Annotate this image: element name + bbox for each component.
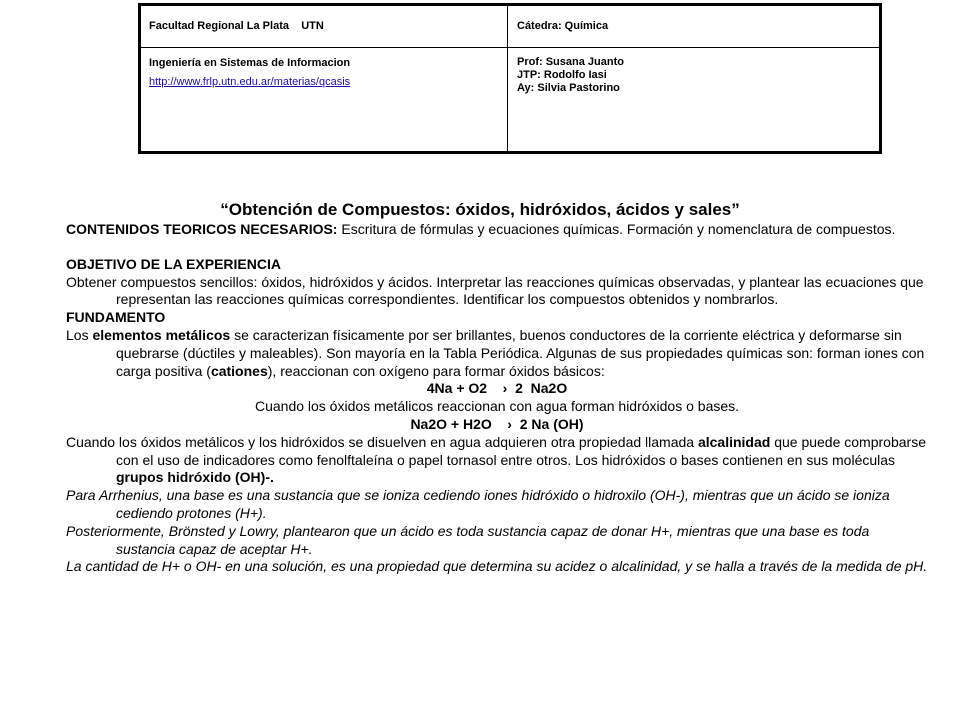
text-run: se caracterizan físicamente por ser brillantes, buenos conductores de la corriente eléctrica y deformarse sin quebrarse (dúctiles y maleables). Son mayoría en la Tabla Periódica. Algunas de sus propiedades químicas son: forman iones con carga positiva ( [116,326,925,379]
equation-1: 4Na + O2 › 2 Na2O [426,380,568,397]
text-run-bold: grupos hidróxido (OH)-. [116,469,274,486]
fundamento-paragraph-2: Cuando los óxidos metálicos reaccionan con agua forman hidróxidos o bases. [254,398,740,415]
document-title: “Obtención de Compuestos: óxidos, hidróxidos, ácidos y sales” [220,200,740,219]
fundamento-paragraph-4: Para Arrhenius, una base es una sustancia que se ioniza cediendo iones hidróxido o hidroxilo (OH-), mientras que un ácido se ioniza cediendo protones (H+). [66,487,890,521]
text-run-bold: alcalinidad [697,433,771,450]
chair-cell: Cátedra: Química [517,20,609,32]
course-link[interactable]: http://www.frlp.utn.edu.ar/materias/qcasis [149,76,351,88]
contenidos-text: Escritura de fórmulas y ecuaciones químicas. Formación y nomenclatura de compuestos. [337,221,896,237]
table-divider-vertical [507,6,508,151]
contenidos-paragraph [66,221,928,239]
text-run-bold: cationes [210,362,268,379]
faculty-cell: Facultad Regional La Plata UTN [149,20,324,32]
text-run: Los [66,326,93,343]
staff-jtp: JTP: Rodolfo Iasi [517,69,607,81]
staff-prof: Prof: Susana Juanto [517,56,624,68]
fundamento-paragraph-1 [66,327,928,380]
staff-ay: Ay: Silvia Pastorino [517,82,620,94]
text-run-bold: elementos metálicos [92,326,231,343]
header-table [138,3,882,154]
equation-2: Na2O + H2O › 2 Na (OH) [410,415,584,432]
fundamento-paragraph-5: Posteriormente, Brönsted y Lowry, plantearon que un ácido es toda sustancia capaz de donar H+, mientras que una base es toda sustancia capaz de aceptar H+. [66,522,870,557]
fundamento-heading: FUNDAMENTO [66,309,166,326]
table-divider-horizontal [141,47,879,48]
text-run: ), reaccionan con oxígeno para formar óxidos básicos: [267,362,605,379]
text-run: que puede comprobarse con el uso de indicadores como fenolftaleína o papel tornasol entre otros. Los hidróxidos o bases contienen en sus moléculas [116,433,926,468]
fundamento-paragraph-3 [66,434,928,487]
objetivo-heading: OBJETIVO DE LA EXPERIENCIA [66,255,281,272]
document-body [66,221,928,576]
text-run: Cuando los óxidos metálicos y los hidróxidos se disuelven en agua adquieren otra propiedad llamada [66,433,698,450]
contenidos-label: CONTENIDOS TEORICOS NECESARIOS: [66,221,338,237]
fundamento-paragraph-6: La cantidad de H+ o OH- en una solución, es una propiedad que determina su acidez o alcalinidad, y se halla a través de la medida de pH. [66,558,928,575]
career-cell [149,57,350,89]
career-label: Ingeniería en Sistemas de Informacion [149,57,351,69]
objetivo-text: Obtener compuestos sencillos: óxidos, hidróxidos y ácidos. Interpretar las reacciones químicas observadas, y plantear las ecuaciones que representan las reacciones químicas correspondientes. Identificar los compuestos obtenidos y nombrarlos. [66,273,924,308]
staff-cell [517,56,624,95]
